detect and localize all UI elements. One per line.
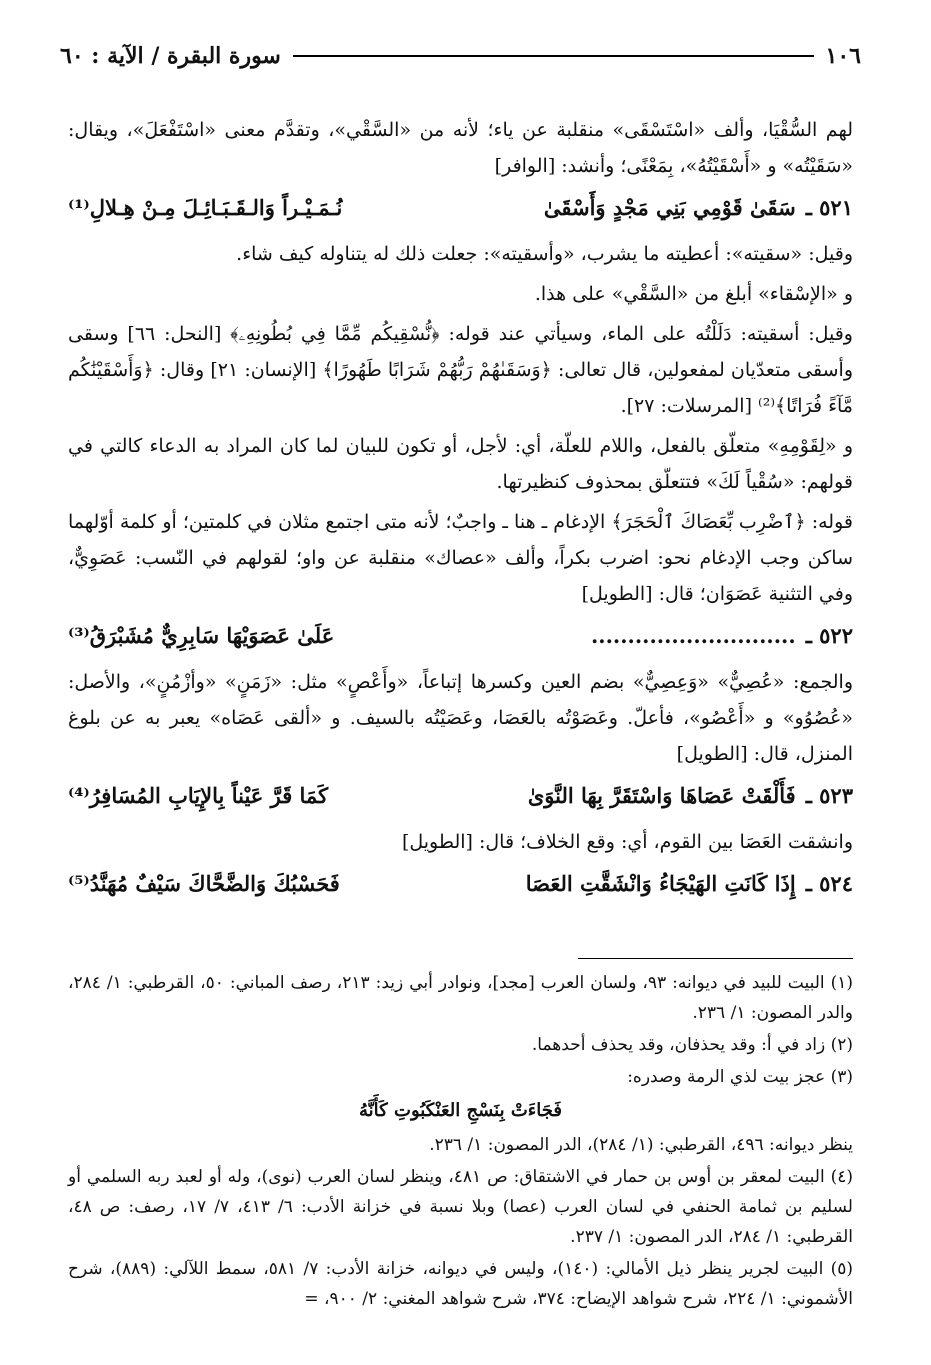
paragraph: قوله: ﴿ٱضْرِب بِّعَصَاكَ ٱلْحَجَرَ﴾ الإدغام ـ هنا ـ واجبٌ؛ لأنه متى اجتمع مثلان في كلمتين؛ أو كلمة أوّلهما ساكن وجب الإدغام نحو: اضرب بكراً، وألف «عصاك» منقلبة عن واو؛ لقولهم في النّسب: عَصَوِيٌّ، وفي التثنية عَصَوَان؛ قال: [الطويل] — [68, 511, 853, 605]
verse-hemistich: فَحَسْبُكَ وَالضَّحَّاكَ سَيْفٌ مُهَنَّدُ⁽⁵⁾ — [68, 871, 340, 896]
header-rule — [293, 55, 814, 57]
verse-hemistich: فَأَلْقَتْ عَصَاهَا وَاسْتَقَرَّ بِهَا النَّوَىٰ — [527, 783, 796, 808]
verse-hemistich: سَقَىٰ قَوْمِي بَنِي مَجْدٍ وَأَسْقَىٰ — [543, 195, 796, 220]
surah-title: سورة البقرة / الآية : ٦٠ — [60, 43, 281, 69]
paragraph: لهم السُّقْيَا، وألف «اسْتَسْقَى» منقلبة عن ياء؛ لأنه من «السَّقْي»، وتقدَّم معنى «اسْتَفْعَلَ»، ويقال: «سَقَيْتُه» و «أَسْقَيْتُهُ»، بِمَعْنًى؛ وأنشد: [الوافر] — [68, 119, 853, 177]
verse-hemistich: عَلَىٰ عَصَوَيْهَا سَابِرِيٌّ مُشَبْرَقُ⁽³⁾ — [68, 623, 335, 648]
page-header — [60, 36, 861, 76]
footnote-3-verse: فَجَاءَتْ بِنَسْجِ العَنْكَبُوتِ كَأَنَّهُ — [359, 1100, 562, 1121]
paragraph: و «لِقَوْمِهِ» متعلّق بالفعل، واللام للعلّة، أي: لأجل، أو تكون للبيان لما كان المراد به الدعاء كالتي في قولهم: «سُقْياً لَكَ» فتتعلّق بمحذوف كنظيرتها. — [68, 435, 853, 493]
footnote-3: (٣) عجز بيت لذي الرمة وصدره: — [627, 1067, 853, 1087]
verse-number: ٥٢٣ ـ — [805, 783, 853, 808]
paragraph: والجمع: «عُصِيٌّ» «وَعِصِيٌّ» بضم العين وكسرها إتباعاً، «وأَعْصٍ» مثل: «زَمَنٍ» «وأزْمُنٍ»، والأصل: «عُصُوُو» و «أَعْصُو»، فأعلّ. وعَصَوْتُه بالعَصَا، وعَصَيْتُه بالسيف. و «ألقى عَصَاه» يعبر به عن بلوغ المنزل، قال: [الطويل] — [68, 671, 853, 765]
verse-number: ٥٢٤ ـ — [805, 871, 853, 896]
verse-hemistich: كَمَا قَرَّ عَيْناً بِالإِيَابِ المُسَافِرُ⁽⁴⁾ — [68, 783, 329, 808]
footnote-divider — [578, 958, 853, 959]
footnotes — [68, 968, 853, 1316]
paragraph: وقيل: «سقيته»: أعطيته ما يشرب، «وأسقيته»: جعلت ذلك له يتناوله كيف شاء. — [236, 243, 853, 265]
footnote-4: (٤) البيت لمعقر بن أوس بن حمار في الاشتقاق: ص ٤٨١، وينظر لسان العرب (نوى)، وله أو لعبد ربه السلمي أو لسليم بن ثمامة الحنفي في لسان العرب (عصا) وبلا نسبة في خزانة الأدب: ٦/ ٤١٣، ٧/ ١٧، رصف: ص ٤٨، القرطبي: ١/ ٢٨٤، الدر المصون: ١/ ٢٣٧. — [68, 1167, 854, 1247]
paragraph: وقيل: أسقيته: دَلَلْتُه على الماء، وسيأتي عند قوله: ﴿نُّسْقِيكُم مِّمَّا فِي بُطُونِهِۦ﴾ [النحل: ٦٦] وسقى وأسقى متعدّيان لمفعولين، قال تعالى: ﴿وَسَقَىٰهُمْ رَبُّهُمْ شَرَابًا طَهُورًا﴾ [الإنسان: ٢١] وقال: ﴿وَأَسْقَيْنَٰكُم مَّآءً فُرَاتًا﴾⁽²⁾ [المرسلات: ٢٧]. — [68, 323, 853, 417]
verse-hemistich: ............................ — [590, 623, 796, 648]
footnote-5: (٥) البيت لجرير ينظر ذيل الأمالي: (١٤٠)، وليس في ديوانه، خزانة الأدب: ٧/ ٥٨١، سمط اللآلي: (٨٨٩)، شرح الأشموني: ١/ ٢٢٤، شرح شواهد الإيضاح: ٣٧٤، شرح شواهد المغني: ٢/ ٩٠٠، = — [68, 1259, 853, 1309]
verse-number: ٥٢٢ ـ — [805, 623, 853, 648]
verse-523 — [68, 776, 853, 816]
page-number: ١٠٦ — [825, 43, 861, 69]
verse-522 — [68, 616, 853, 656]
footnote-1: (١) البيت للبيد في ديوانه: ٩٣، ولسان العرب [مجد]، ونوادر أبي زيد: ٢١٣، رصف المباني: ٥٠، القرطبي: ١/ ٢٨٤، والدر المصون: ١/ ٢٣٦. — [68, 973, 854, 1023]
main-text — [68, 112, 853, 912]
footnote-3-ref: ينظر ديوانه: ٤٩٦، القرطبي: (١/ ٢٨٤)، الدر المصون: ١/ ٢٣٦. — [429, 1135, 853, 1155]
verse-hemistich: نُـمَـيْـراً وَالـقَـبَـائِـلَ مِـنْ هِـلالِ⁽¹⁾ — [68, 195, 343, 220]
verse-521 — [68, 188, 853, 228]
verse-524 — [68, 864, 853, 904]
paragraph: وانشقت العَصَا بين القوم، أي: وقع الخلاف؛ قال: [الطويل] — [401, 831, 853, 853]
verse-number: ٥٢١ ـ — [805, 195, 853, 220]
verse-hemistich: إِذَا كَانَتِ الهَيْجَاءُ وَانْشَقَّتِ العَصَا — [525, 871, 796, 896]
paragraph: و «الإسْقاء» أبلغ من «السَّقْي» على هذا. — [534, 283, 853, 305]
footnote-2: (٢) زاد في أ: وقد يحذفان، وقد يحذف أحدهما. — [531, 1035, 853, 1055]
